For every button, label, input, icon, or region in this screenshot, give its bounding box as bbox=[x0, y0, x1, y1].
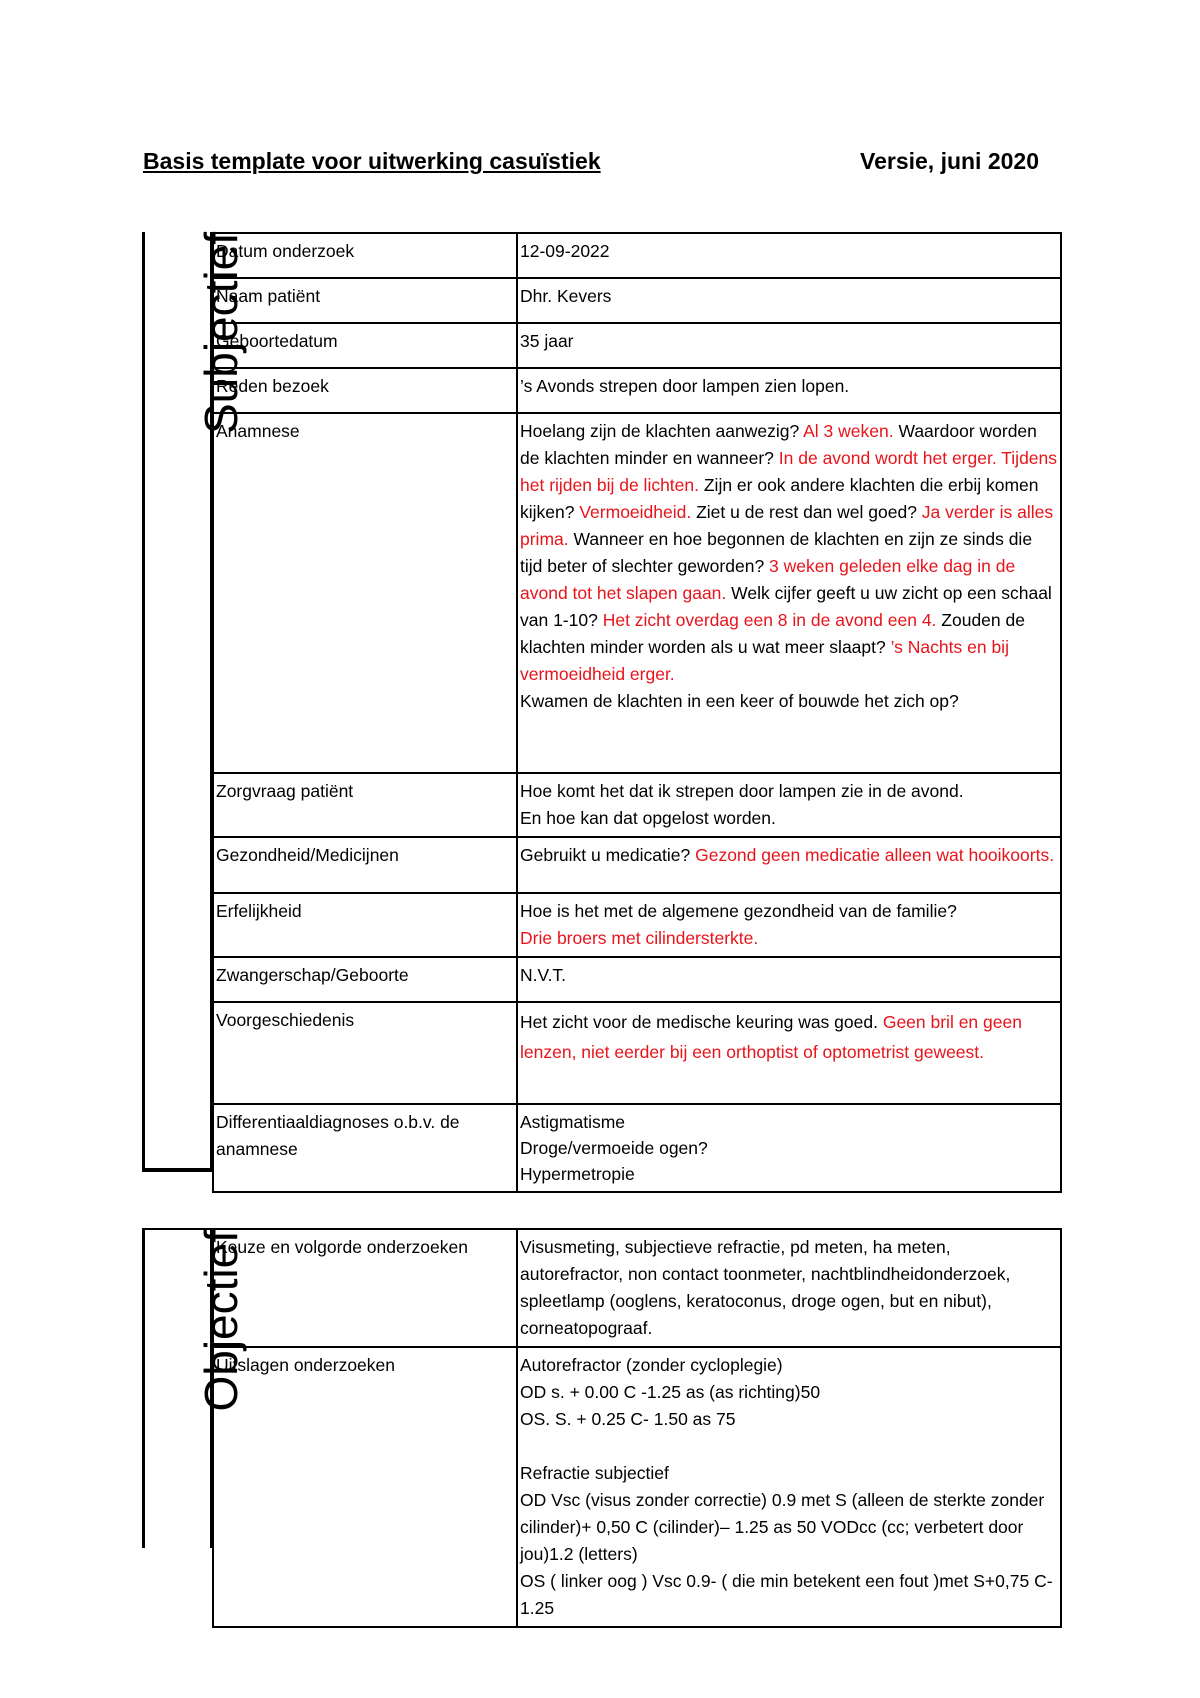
row-label: Geboortedatum bbox=[213, 323, 517, 368]
objectief-table bbox=[212, 1228, 1062, 1628]
zorgvraag-label: Zorgvraag patiënt bbox=[213, 773, 517, 837]
voorgeschiedenis-question: Het zicht voor de medische keuring was goed. bbox=[520, 1012, 883, 1032]
row-label: Reden bezoek bbox=[213, 368, 517, 413]
table-row bbox=[213, 233, 1061, 278]
diagnosis-item: Hypermetropie bbox=[520, 1164, 635, 1184]
anamnese-answer: Het zicht overdag een 8 in de avond een 4. bbox=[602, 610, 937, 630]
table-row bbox=[213, 323, 1061, 368]
row-value: Dhr. Kevers bbox=[517, 278, 1061, 323]
voorgeschiedenis-label: Voorgeschiedenis bbox=[213, 1002, 517, 1104]
result-line: OS ( linker oog ) Vsc 0.9- ( die min betekent een fout )met S+0,75 C-1.25 bbox=[520, 1571, 1053, 1618]
row-value: 12-09-2022 bbox=[517, 233, 1061, 278]
erfelijkheid-question: Hoe is het met de algemene gezondheid van de familie? bbox=[520, 901, 957, 921]
row-value: 35 jaar bbox=[517, 323, 1061, 368]
anamnese-question: Waardoor worden de klachten minder en wanneer? bbox=[520, 421, 1037, 468]
result-line: OD Vsc (visus zonder correctie) 0.9 met S (alleen de sterkte zonder cilinder)+ 0,50 C (cilinder)– 1.25 as 50 VODcc (cc; verbetert door jou)1.2 (letters) bbox=[520, 1490, 1045, 1564]
uitslagen-label: Uitslagen onderzoeken bbox=[213, 1347, 517, 1627]
result-line: OD s. + 0.00 C -1.25 as (as richting)50 bbox=[520, 1382, 821, 1402]
table-row bbox=[213, 1002, 1061, 1104]
table-row bbox=[213, 368, 1061, 413]
row-label: Datum onderzoek bbox=[213, 233, 517, 278]
erfelijkheid-value bbox=[517, 893, 1061, 957]
table-row bbox=[213, 957, 1061, 1002]
zorgvraag-value bbox=[517, 773, 1061, 837]
table-row bbox=[213, 1104, 1061, 1192]
keuze-label: Keuze en volgorde onderzoeken bbox=[213, 1229, 517, 1347]
zorgvraag-line: Hoe komt het dat ik strepen door lampen zie in de avond. bbox=[520, 781, 964, 801]
row-label: Naam patiënt bbox=[213, 278, 517, 323]
anamnese-answer: In de avond wordt het erger. Tijdens het rijden bij de lichten. bbox=[520, 448, 1058, 495]
table-row bbox=[213, 773, 1061, 837]
zwangerschap-label: Zwangerschap/Geboorte bbox=[213, 957, 517, 1002]
differentiaal-value bbox=[517, 1104, 1061, 1192]
result-line: OS. S. + 0.25 C- 1.50 as 75 bbox=[520, 1409, 736, 1429]
anamnese-answer: Vermoeidheid. bbox=[579, 502, 692, 522]
erfelijkheid-label: Erfelijkheid bbox=[213, 893, 517, 957]
result-line: Autorefractor (zonder cycloplegie) bbox=[520, 1355, 783, 1375]
table-row bbox=[213, 1229, 1061, 1347]
anamnese-question: Ziet u de rest dan wel goed? bbox=[691, 502, 922, 522]
anamnese-question: Hoelang zijn de klachten aanwezig? bbox=[520, 421, 804, 441]
diagnosis-item: Droge/vermoeide ogen? bbox=[520, 1138, 708, 1158]
anamnese-value bbox=[517, 413, 1061, 773]
document-title: Basis template voor uitwerking casuïstiek bbox=[143, 148, 601, 174]
objectief-vertical-label bbox=[142, 1228, 247, 1548]
voorgeschiedenis-value bbox=[517, 1002, 1061, 1104]
voorgeschiedenis-answer: Geen bril en geen lenzen, niet eerder bij een orthoptist of optometrist geweest. bbox=[520, 1012, 1022, 1062]
anamnese-question: Zijn er ook andere klachten die erbij komen kijken? bbox=[520, 475, 1039, 522]
differentiaal-label: Differentiaaldiagnoses o.b.v. de anamnese bbox=[213, 1104, 517, 1192]
erfelijkheid-answer: Drie broers met cilindersterkte. bbox=[520, 928, 759, 948]
uitslagen-value bbox=[517, 1347, 1061, 1627]
document-version: Versie, juni 2020 bbox=[860, 148, 1040, 174]
anamnese-question: Welk cijfer geeft u uw zicht op een schaal van 1-10? bbox=[520, 583, 1052, 630]
table-row bbox=[213, 837, 1061, 893]
table-row bbox=[213, 1347, 1061, 1627]
objectief-label: Objectief bbox=[195, 1230, 247, 1412]
zorgvraag-line: En hoe kan dat opgelost worden. bbox=[520, 808, 776, 828]
table-row bbox=[213, 413, 1061, 773]
result-line: Refractie subjectief bbox=[520, 1463, 669, 1483]
anamnese-answer: 3 weken geleden elke dag in de avond tot het slapen gaan. bbox=[520, 556, 1016, 603]
anamnese-question: Kwamen de klachten in een keer of bouwde het zich op? bbox=[520, 691, 959, 711]
table-row bbox=[213, 893, 1061, 957]
row-value: ’s Avonds strepen door lampen zien lopen. bbox=[517, 368, 1061, 413]
anamnese-answer: ’s Nachts en bij vermoeidheid erger. bbox=[520, 637, 1009, 684]
anamnese-answer: Al 3 weken. bbox=[803, 421, 894, 441]
keuze-value: Visusmeting, subjectieve refractie, pd meten, ha meten, autorefractor, non contact toonmeter, nachtblindheidonderzoek, spleetlamp (ooglens, keratoconus, droge ogen, but en nibut), corneatopograaf. bbox=[517, 1229, 1061, 1347]
gezondheid-value bbox=[517, 837, 1061, 893]
diagnosis-item: Astigmatisme bbox=[520, 1112, 626, 1132]
zwangerschap-value: N.V.T. bbox=[517, 957, 1061, 1002]
gezondheid-label: Gezondheid/Medicijnen bbox=[213, 837, 517, 893]
subjectief-vertical-label bbox=[142, 232, 247, 1172]
anamnese-answer: Ja verder is alles prima. bbox=[520, 502, 1054, 549]
table-row bbox=[213, 278, 1061, 323]
anamnese-label: Anamnese bbox=[213, 413, 517, 773]
anamnese-question: Zouden de klachten minder worden als u wat meer slaapt? bbox=[520, 610, 1025, 657]
subjectief-label: Subjectief bbox=[195, 232, 247, 435]
gezondheid-answer: Gezond geen medicatie alleen wat hooikoorts. bbox=[695, 845, 1055, 865]
anamnese-question: Wanneer en hoe begonnen de klachten en zijn ze sinds die tijd beter of slechter geworden? bbox=[520, 529, 1033, 576]
subjectief-table bbox=[212, 232, 1062, 1193]
gezondheid-question: Gebruikt u medicatie? bbox=[520, 845, 696, 865]
